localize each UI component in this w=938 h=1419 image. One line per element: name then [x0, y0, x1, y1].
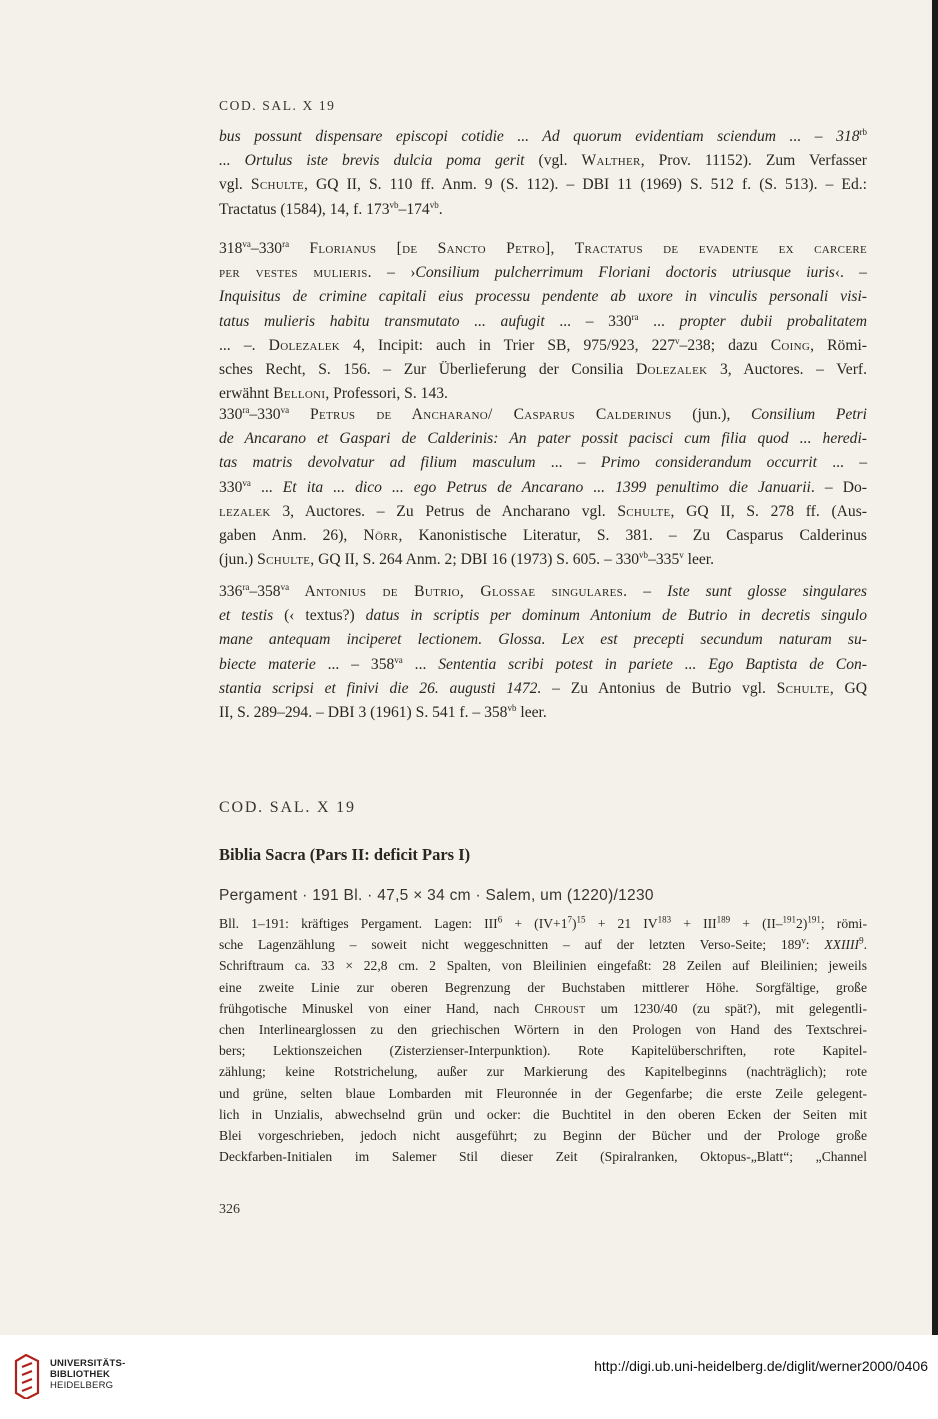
text-run: – › [371, 264, 416, 282]
author-name: Coing [770, 336, 811, 354]
text-run: ... [638, 312, 680, 330]
text-line: eine zweite Linie zur oberen Begrenzung der Buchstaben mittlerer Höhe. Sorgfältige, große [219, 979, 867, 995]
text-run: . – Do- [810, 478, 867, 496]
scan-edge [932, 0, 938, 1335]
text-line: Deckfarben-Initialen im Salemer Stil dieser Zeit (Spiralranken, Oktopus-„Blatt“; „Channel [219, 1149, 867, 1165]
text-run: , Kanonistische Literatur, S. 381. – Zu Casparus Calderinus [398, 527, 867, 545]
text-line: lich in Unzialis, abwechselnd grün und ocker: die Buchtitel in den oberen Ecken der Seiten mit [219, 1106, 867, 1122]
text-run: + 21 IV [585, 916, 658, 931]
text-run: –335 [648, 551, 680, 569]
logo-line: UNIVERSITÄTS- [50, 1358, 126, 1369]
logo-line: HEIDELBERG [50, 1380, 114, 1391]
logo-line: BIBLIOTHEK [50, 1369, 111, 1380]
text-run: – [627, 583, 668, 600]
text-run: 336 [219, 583, 243, 600]
superscript: v [675, 335, 680, 346]
text-line [219, 358, 867, 382]
text-run: . [438, 200, 443, 218]
superscript: 15 [576, 914, 586, 925]
text-run: propter dubii probalitatem [679, 312, 868, 330]
text-run: , Professori, S. 143. [325, 385, 448, 403]
text-run: biecte materie [219, 655, 316, 673]
text-run: Sententia scribi potest in pariete ... Ego Baptista de Con- [438, 655, 867, 673]
text-line: chen Interlinearglossen zu den griechischen Wörtern in den Prologen von Hand des Textschrei- [219, 1022, 867, 1038]
author-name: Chroust [534, 1000, 586, 1016]
text-run: um 1230/40 (zu spät?), mit gelegentli- [585, 1000, 867, 1016]
text-line [219, 427, 867, 451]
text-line [219, 524, 867, 548]
text-run: ... –. [219, 336, 269, 354]
text-line [219, 934, 867, 955]
superscript: 183 [657, 914, 672, 925]
codex-metadata: Pergament · 191 Bl. · 47,5 × 34 cm · Salem, um (1220)/1230 [219, 887, 654, 904]
superscript: v [679, 550, 684, 561]
author-name: Schulte [250, 176, 305, 194]
superscript: va [280, 581, 290, 592]
text-run: : [805, 937, 825, 953]
superscript: ra [282, 238, 290, 249]
text-run: – Zu Antonius de Butrio vgl. [541, 679, 777, 697]
superscript: va [394, 654, 403, 665]
text-run: + (II– [730, 916, 783, 931]
text-run: II, S. 289–294. – DBI 3 (1961) S. 541 f. – 358 [219, 704, 508, 722]
text-run: Et ita ... dico ... ego Petrus de Ancarano ... 1399 penultimo die Januarii [282, 478, 811, 496]
superscript: 6 [497, 914, 503, 925]
text-run: –330 [250, 240, 283, 257]
text-line [219, 998, 867, 1019]
text-run: Tractatus (1584), 14, f. 173 [219, 200, 390, 218]
text-line [219, 403, 867, 427]
entry-title: Petrus de Ancharano/ Casparus Calderinus [289, 406, 672, 423]
text-run: –174 [398, 200, 430, 218]
superscript: vb [507, 702, 517, 713]
text-run: datus in scriptis per dominum Antonium de Butrio in decretis singulo [365, 607, 867, 625]
entry-title: per vestes mulieris. [219, 264, 372, 282]
text-line [219, 310, 867, 334]
text-line [219, 198, 867, 222]
text-run: frühgotische Minuskel von einer Hand, nach [219, 1000, 535, 1016]
paragraph-3 [219, 403, 867, 572]
text-line [219, 500, 867, 524]
superscript: ra [242, 581, 250, 592]
author-name: Dolezalek [635, 361, 708, 379]
text-run: Primo considerandum occurrit [600, 454, 817, 472]
text-run: –330 [249, 406, 281, 423]
section-heading: COD. SAL. X 19 [219, 799, 356, 816]
text-line [219, 677, 867, 701]
text-run: , Prov. 11152). Zum Verfasser [640, 152, 867, 170]
text-run: ... [250, 478, 283, 496]
text-run: mane antequam inciperet lectionem. Glossa. Lex est precepti secundum naturam su- [219, 631, 867, 649]
entry-title: Antonius de Butrio, Glossae singulares. [289, 583, 628, 600]
text-run: ... – [535, 454, 601, 472]
text-line [219, 237, 867, 261]
text-line: und grüne, selten blaue Lombarden mit Fleuronnée in der Gegenfarbe; die erste Zeile gelegent- [219, 1085, 867, 1101]
text-line [219, 604, 867, 628]
text-run: XXIIII [824, 937, 860, 953]
text-run: et testis [219, 607, 274, 625]
author-name: Dolezalek [268, 336, 341, 354]
text-run: 318 [219, 240, 243, 257]
superscript: ra [242, 404, 250, 415]
author-name: Belloni [273, 385, 326, 403]
text-run: de Ancarano et Gaspari de Calderinis: An pater possit pacisci cum filia quod ... heredi- [219, 430, 867, 448]
text-line [219, 149, 867, 173]
text-run: sches Recht, S. 156. – Zur Überlieferung der Consilia [219, 361, 636, 379]
section-title: Biblia Sacra (Pars II: deficit Pars I) [219, 845, 471, 864]
author-name: Schulte [617, 502, 671, 520]
superscript: rb [859, 126, 867, 137]
text-run: + III [671, 916, 717, 931]
text-run: Consilium Petri [751, 406, 867, 423]
text-run: Iste sunt glosse singulares [667, 583, 867, 600]
author-name: Walther [581, 152, 641, 170]
superscript: v [801, 935, 806, 946]
permalink-url[interactable]: http://digi.ub.uni-heidelberg.de/diglit/werner2000/0406 [594, 1358, 928, 1374]
text-line [219, 548, 867, 572]
text-run: –358 [249, 583, 281, 600]
superscript: 189 [716, 914, 731, 925]
superscript: va [242, 238, 251, 249]
superscript: vb [639, 550, 649, 561]
text-run: bus possunt dispensare episcopi cotidie ... Ad quorum evidentiam sciendum ... – 318 [219, 128, 860, 145]
text-line: Blei vorgeschrieben, jedoch nicht ausgeführt; zu Beginn der Bücher und der Prologe große [219, 1128, 867, 1144]
text-run: –238; dazu [679, 336, 771, 354]
text-run: tas matris devolvatur ad filium masculum [219, 454, 536, 472]
footer-bar [0, 1335, 938, 1419]
text-run: stantia scripsi et finivi die 26. augusti 1472. [219, 679, 542, 697]
paragraph-2 [219, 237, 867, 406]
text-line [219, 628, 867, 652]
text-run: Consilium pulcherrimum Floriani doctoris utriusque iuris [415, 264, 835, 282]
superscript: 9 [859, 935, 864, 946]
text-run: vgl. [219, 176, 251, 194]
text-run: 3, Auctores. – Verf. [707, 361, 868, 379]
entry-title: Florianus [de Sancto Petro], Tractatus de evadente ex carcere [289, 240, 867, 257]
superscript: va [280, 404, 290, 415]
text-run: , GQ II, S. 278 ff. (Aus- [670, 502, 867, 520]
text-line [219, 653, 867, 677]
text-run: , Römi- [810, 336, 867, 354]
text-run: (‹ textus?) [273, 607, 366, 625]
paragraph-4 [219, 580, 867, 725]
superscript: 191 [782, 914, 797, 925]
text-run: Inquisitus de crimine capitali eius processu pendente ab uxore in vinculis personali visi- [219, 288, 867, 306]
text-line [219, 173, 867, 197]
logo-outline [16, 1355, 38, 1399]
superscript: vb [429, 199, 439, 210]
text-line: bers; Lektionszeichen (Zisterzienser-Interpunktion). Rote Kapitelüberschriften, rote Kapitel- [219, 1043, 867, 1059]
text-line [219, 580, 867, 604]
author-name: Schulte [257, 551, 311, 569]
text-line: Schriftraum ca. 33 × 22,8 cm. 2 Spalten, von Bleilinien eingefaßt: 28 Zeilen auf Bleilinien; jeweils [219, 958, 867, 974]
text-run: , GQ II, S. 110 ff. Anm. 9 (S. 112). – DBI 11 (1969) S. 512 f. (S. 513). – Ed.: [304, 176, 867, 194]
paragraph-1 [219, 125, 867, 222]
text-run: , GQ II, S. 264 Anm. 2; DBI 16 (1973) S. 605. – 330 [310, 551, 640, 569]
text-line [219, 261, 867, 285]
text-run: ‹. – [834, 264, 867, 282]
text-run: 330 [219, 478, 243, 496]
text-run: ... – 330 [544, 312, 632, 330]
codex-description [219, 913, 867, 1167]
text-run: + (IV+1 [502, 916, 568, 931]
superscript: ra [631, 311, 639, 322]
author-name: lezalek [219, 502, 271, 520]
text-run: ; römi- [820, 916, 867, 931]
running-head: COD. SAL. X 19 [219, 98, 336, 113]
text-run: (jun.) [219, 551, 258, 569]
text-line [219, 334, 867, 358]
text-run: . [863, 937, 867, 953]
text-line [219, 451, 867, 475]
text-line [219, 285, 867, 309]
text-run: 330 [219, 406, 243, 423]
text-run: gaben Anm. 26), [219, 527, 364, 545]
text-line [219, 701, 867, 725]
text-line [219, 125, 867, 149]
text-line [219, 913, 867, 934]
text-run: 3, Auctores. – Zu Petrus de Ancharano vgl. [270, 502, 618, 520]
author-name: Nörr [363, 527, 399, 545]
text-run: (jun.), [671, 406, 752, 423]
library-logo-text[interactable] [50, 1358, 125, 1391]
text-run: erwähnt [219, 385, 274, 403]
text-run: ... – 358 [315, 655, 395, 673]
text-run: 2) [796, 916, 808, 931]
library-logo-icon[interactable] [12, 1353, 42, 1399]
text-run: Bll. 1–191: kräftiges Pergament. Lagen: III [219, 916, 498, 931]
superscript: va [242, 477, 251, 488]
text-run: leer. [516, 704, 547, 722]
text-run: sche Lagenzählung – soweit nicht weggeschnitten – auf der letzten Verso-Seite; 189 [219, 937, 802, 953]
text-run: leer. [683, 551, 715, 569]
page-number: 326 [219, 1202, 240, 1217]
text-run: 4, Incipit: auch in Trier SB, 975/923, 227 [340, 336, 676, 354]
author-name: Schulte [776, 679, 830, 697]
logo-lines [22, 1363, 32, 1391]
superscript: 7 [567, 914, 573, 925]
text-run: (vgl. [524, 152, 582, 170]
text-line: zählung; keine Rotstrichelung, außer zur Markierung des Kapitelbeginns (nachträglich); rote [219, 1064, 867, 1080]
text-run: ... Ortulus iste brevis dulcia poma gerit [219, 152, 525, 170]
text-run: tatus mulieris habitu transmutato ... aufugit [219, 312, 545, 330]
superscript: 191 [807, 914, 821, 925]
text-run: ) [572, 916, 577, 931]
superscript: vb [389, 199, 399, 210]
text-run: ... [402, 655, 439, 673]
text-run: , GQ [829, 679, 868, 697]
text-line [219, 476, 867, 500]
text-run: ... – [816, 454, 868, 472]
